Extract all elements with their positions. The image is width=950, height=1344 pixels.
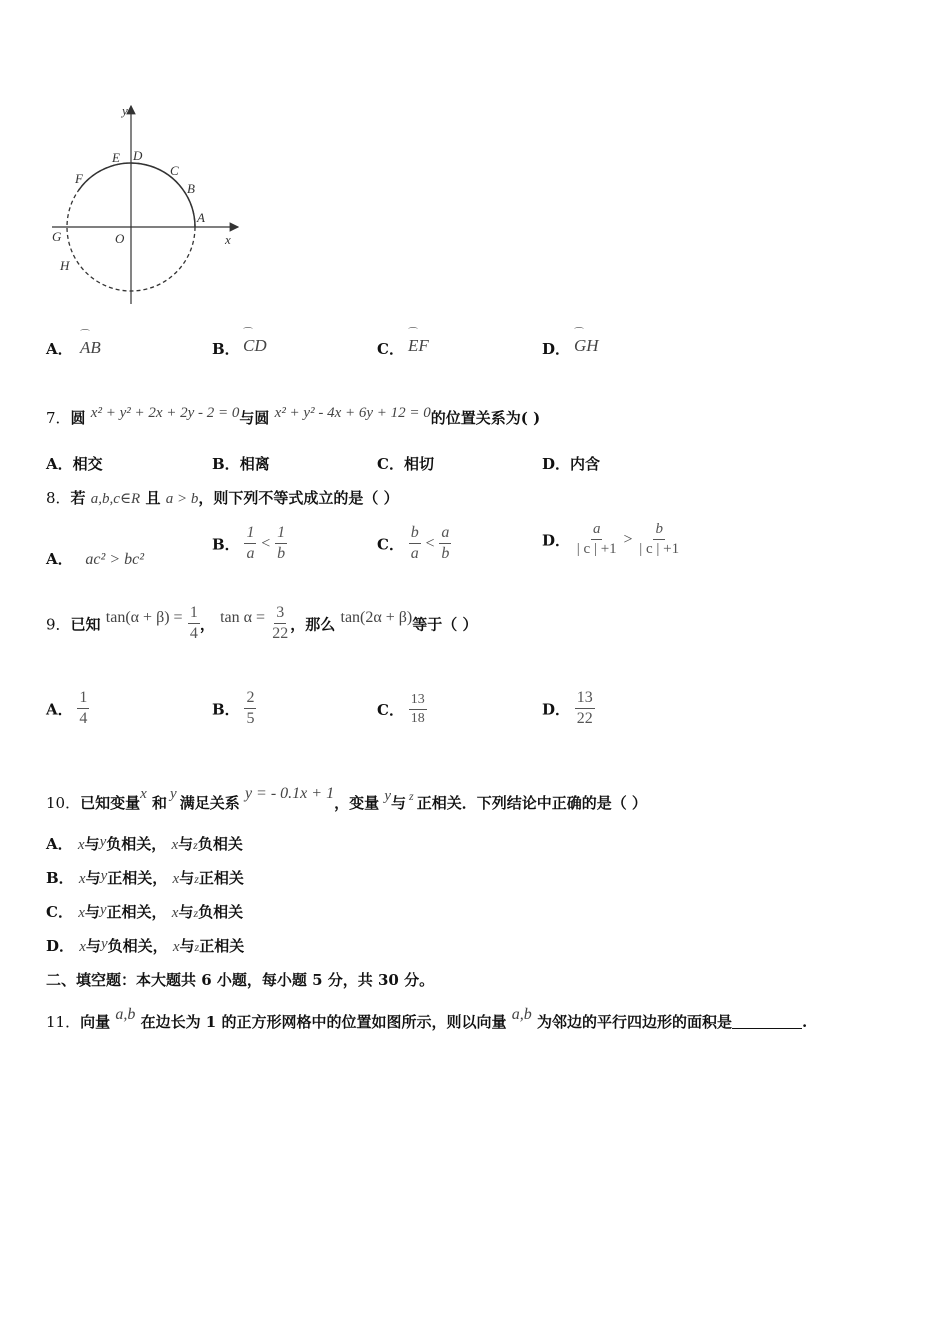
q8-option-c: C． $\frac{b}{a}$ < $\frac{a}{b}$ xyxy=(377,524,450,563)
q6-option-d xyxy=(542,338,570,359)
q10-stem: 10．已知变量x 和 y 满足关系 y = - 0.1x + 1，变量 y与 $^z$ 正相关．下列结论中正确的是（ ） xyxy=(46,785,647,812)
q11-vectors: a,b xyxy=(115,1006,136,1023)
answer-blank[interactable] xyxy=(732,1014,802,1029)
q8-option-b: B． $\frac{1}{a}$ < $\frac{1}{b}$ xyxy=(212,524,286,563)
q9-option-d: D． $\frac{13}{22}$ xyxy=(542,689,593,728)
q7-option-a: A．相交 xyxy=(46,455,103,473)
q6-option-c-arc: ⌒ EF xyxy=(408,328,429,355)
option-label: D． xyxy=(542,340,571,358)
point-label-h: H xyxy=(60,258,70,273)
q8-option-d: D． $\frac{a}{| c | +1}$ > $\frac{b}{| c | +1}$ xyxy=(542,521,680,558)
question-number: 10． xyxy=(46,794,81,812)
point-label-c: C xyxy=(170,163,179,178)
question-number: 7． xyxy=(46,409,71,427)
q6-option-d-arc: ⌒ GH xyxy=(574,328,599,355)
q7-option-c: C．相切 xyxy=(377,455,434,473)
q9-option-c: C． $\frac{13}{18}$ xyxy=(377,692,425,727)
q8-option-a: A． ac² > bc² xyxy=(46,550,145,568)
question-number: 9． xyxy=(46,615,71,634)
q6-option-a xyxy=(46,338,73,359)
q9-option-a: A． $\frac{1}{4}$ xyxy=(46,689,88,728)
q10-option-a: A． x与y负相关， x与z负相关 xyxy=(46,834,243,853)
q8-vars: a,b,c∈R xyxy=(90,491,141,507)
question-number: 11． xyxy=(46,1013,81,1031)
option-label: A． xyxy=(46,340,73,358)
axis-label-y: y xyxy=(122,103,128,118)
unit-circle-figure xyxy=(44,98,250,308)
point-label-a: A xyxy=(197,210,205,225)
option-label: C． xyxy=(377,340,404,358)
origin-label: O xyxy=(115,231,125,246)
circle1-equation: x² + y² + 2x + 2y - 2 = 0 xyxy=(90,405,240,421)
point-label-b: B xyxy=(187,181,195,196)
question-number: 8． xyxy=(46,489,71,507)
q6-option-b-arc: ⌒ CD xyxy=(243,328,267,355)
q7-option-b: B．相离 xyxy=(212,455,270,473)
q9-expr2: tan α = xyxy=(220,608,266,626)
q9-stem: 9．已知 tan(α + β) = $\frac{1}{4}$ ， tan α = $\frac{3}{22}$ ，那么 tan(2α + β)等于（ ） xyxy=(46,604,478,643)
q6-option-c xyxy=(377,338,404,359)
q9-expr1: tan(α + β) = xyxy=(105,608,183,626)
q10-option-c: C． x与y正相关， x与z负相关 xyxy=(46,902,244,921)
q10-option-b: B． x与y正相关， x与z正相关 xyxy=(46,868,244,887)
point-label-e: E xyxy=(112,150,120,165)
circle2-equation: x² + y² - 4x + 6y + 12 = 0 xyxy=(274,405,431,421)
q6-option-b xyxy=(212,338,240,359)
q7-stem: 7．圆 x² + y² + 2x + 2y - 2 = 0与圆 x² + y² - 4x + 6y + 12 = 0的位置关系为( ) xyxy=(46,405,541,427)
q11-vectors-2: a,b xyxy=(511,1006,532,1023)
section-2-title: 二、填空题：本大题共 6 小题，每小题 5 分，共 30 分。 xyxy=(46,971,435,989)
q10-option-d: D． x与y负相关， x与z正相关 xyxy=(46,936,245,955)
q8-condition: a > b xyxy=(165,491,199,507)
point-label-d: D xyxy=(133,148,143,163)
option-label: B． xyxy=(212,340,240,358)
q6-option-a-arc: ⌒ AB xyxy=(80,330,101,357)
q7-option-d: D．内含 xyxy=(542,455,601,473)
q11-stem: 11．向量 a,b 在边长为 1 的正方形网格中的位置如图所示，则以向量 a,b 为邻边的平行四边形的面积是 . xyxy=(46,1006,808,1031)
q10-relation: y = - 0.1x + 1 xyxy=(244,785,335,802)
axis-label-x: x xyxy=(225,232,231,247)
point-label-g: G xyxy=(52,229,62,244)
q8-stem: 8．若 a,b,c∈R 且 a > b，则下列不等式成立的是（ ） xyxy=(46,489,399,507)
q9-option-b: B． $\frac{2}{5}$ xyxy=(212,689,255,728)
point-label-f: F xyxy=(75,171,83,186)
q9-expr3: tan(2α + β) xyxy=(340,608,413,626)
